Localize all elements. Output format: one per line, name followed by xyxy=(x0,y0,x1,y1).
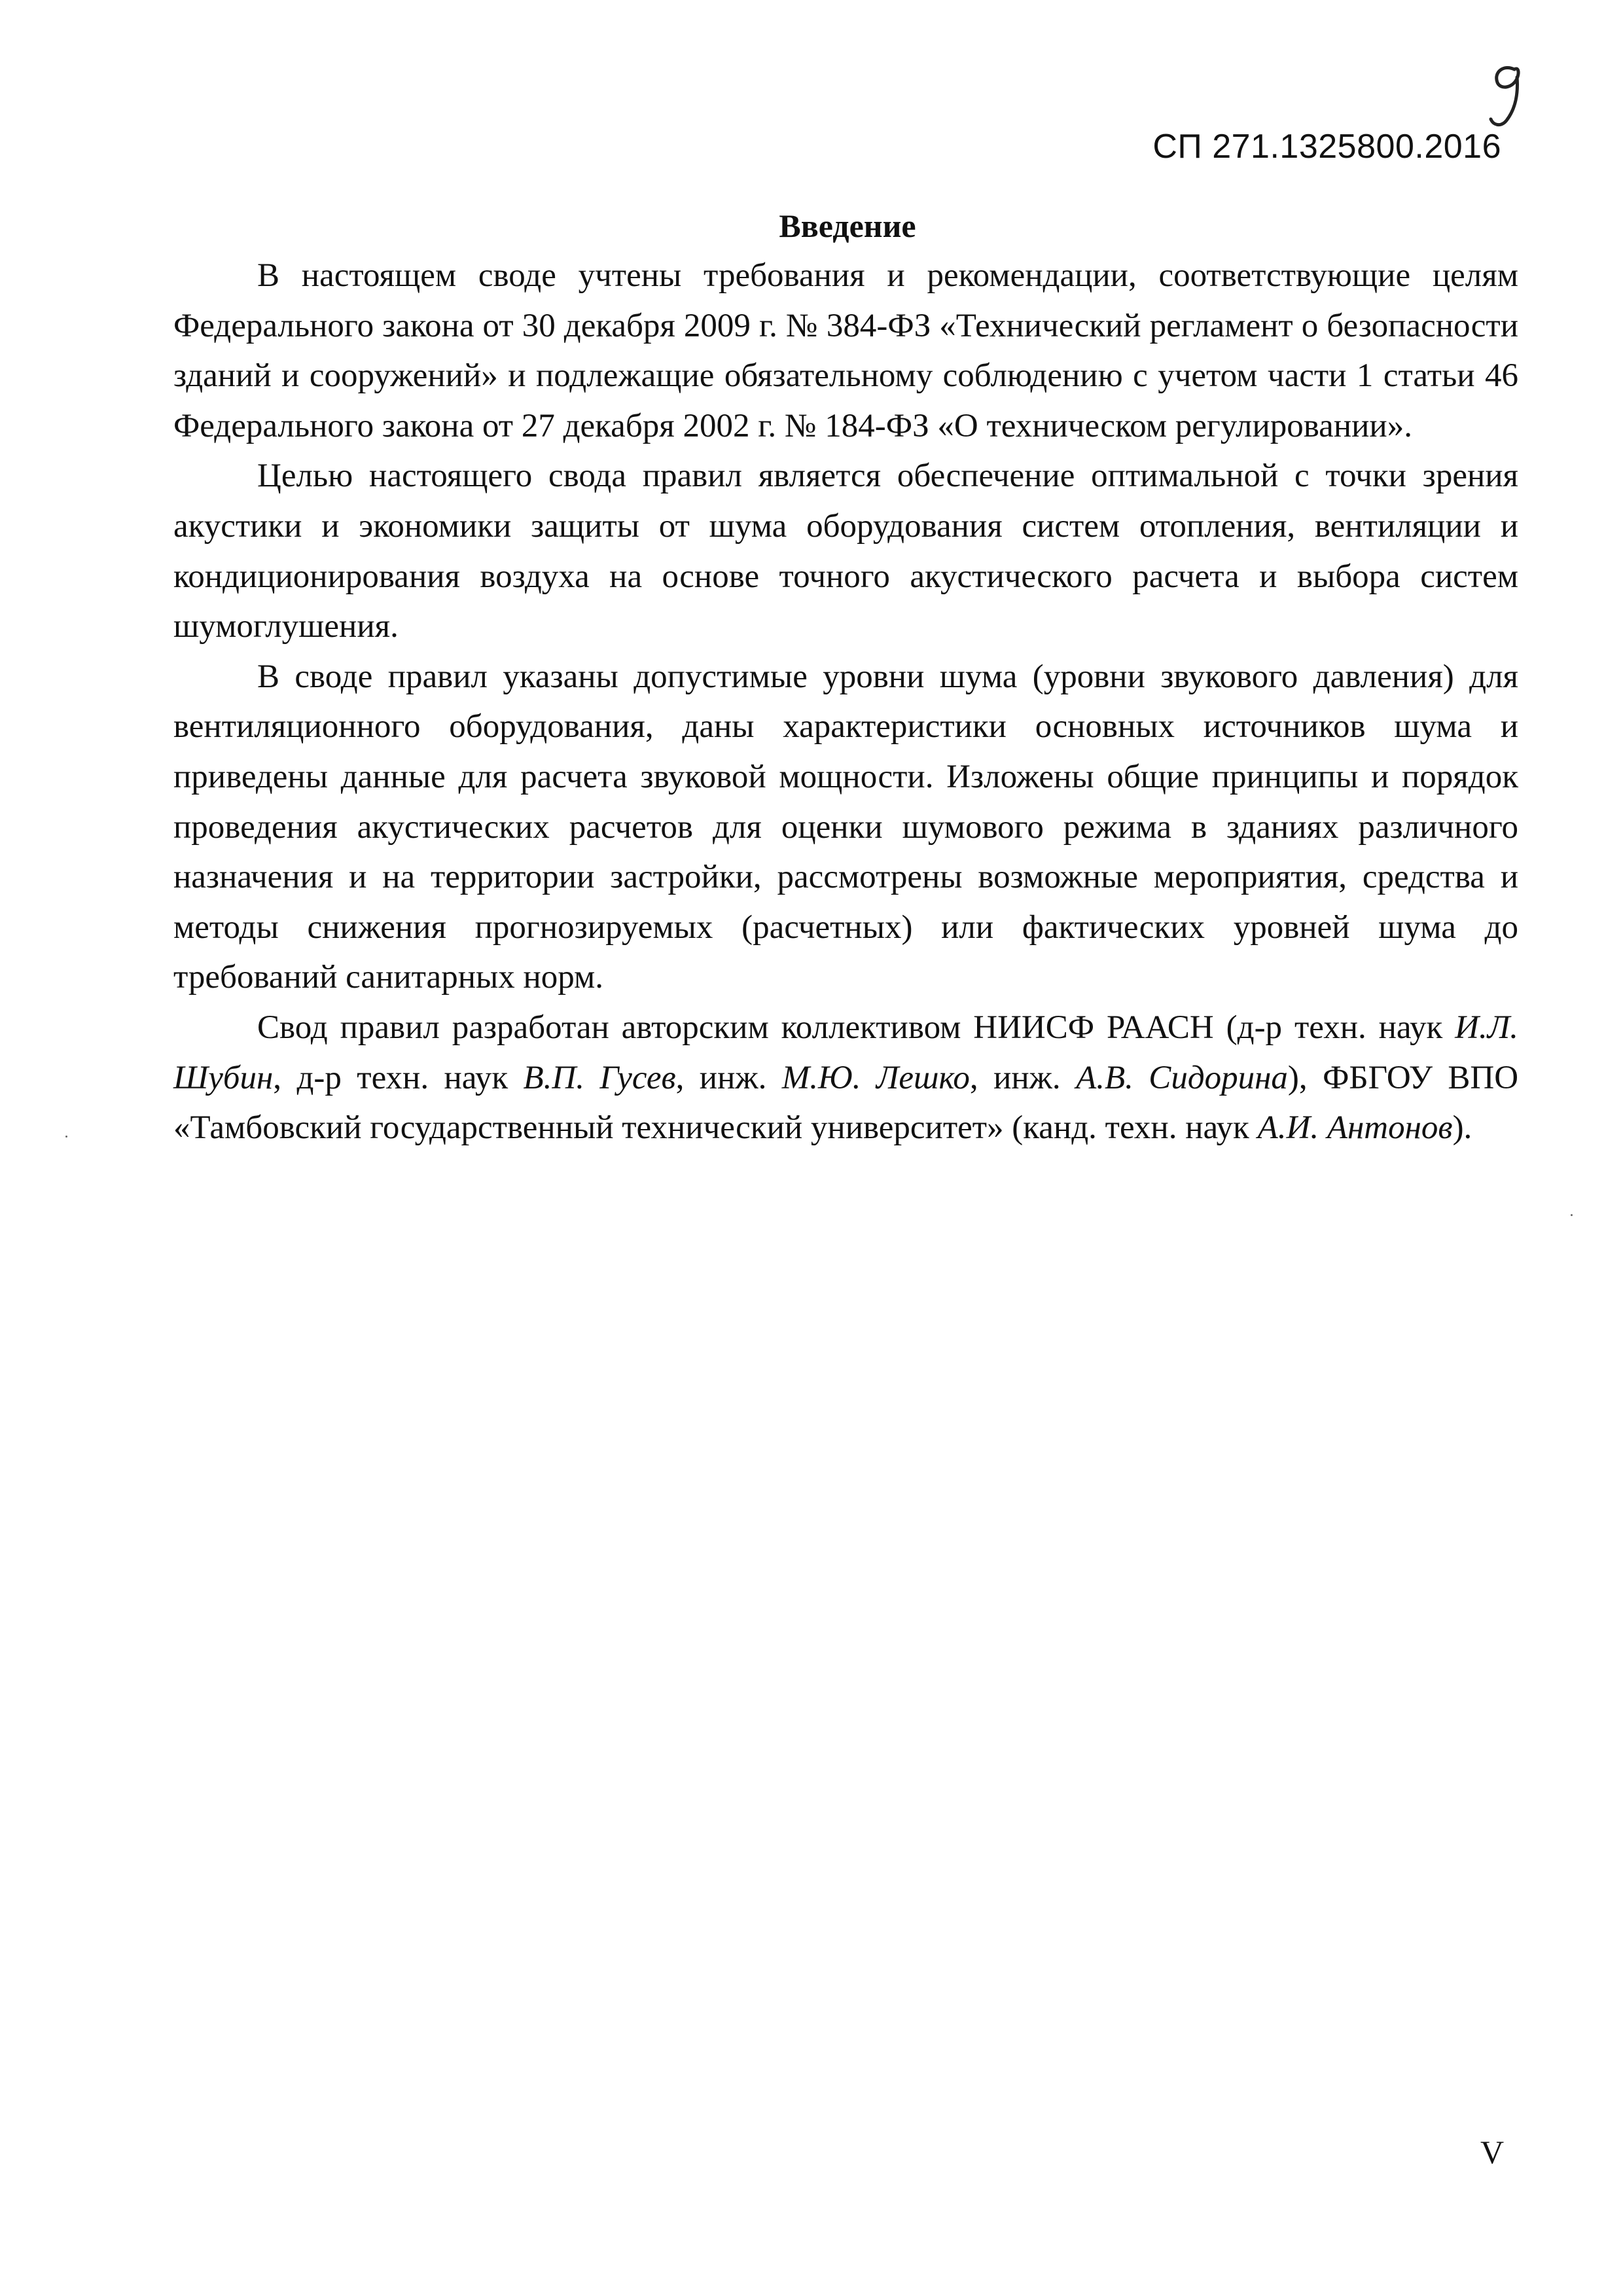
author-name-4: А.В. Сидорина xyxy=(1076,1059,1288,1096)
paragraph-4-text-3: , инж. xyxy=(675,1059,782,1096)
scan-speck xyxy=(65,1136,67,1138)
author-name-1: И.Л. Шубин xyxy=(173,1009,1518,1096)
paragraph-4 xyxy=(173,1003,1518,1153)
handwritten-page-number xyxy=(1480,60,1533,132)
scan-speck xyxy=(1571,1214,1573,1216)
section-title: Введение xyxy=(779,207,916,244)
paragraph-4-text-2: , д-р техн. наук xyxy=(273,1059,524,1096)
paragraph-1: В настоящем своде учтены требования и рекомендации, соответствующие целям Федерального закона от 30 декабря 2009 г. № 384-ФЗ «Технический регламент о безопасности зданий и сооружений» и подлежащие обязательному соблюдению с учетом части 1 статьи 46 Федерального закона от 27 декабря 2002 г. № 184-ФЗ «О техническом регулировании». xyxy=(173,257,1518,444)
paragraph-4-text-1: Свод правил разработан авторским коллективом НИИСФ РААСН (д-р техн. наук xyxy=(257,1009,1455,1046)
author-name-3: М.Ю. Лешко xyxy=(781,1059,970,1096)
document-code: СП 271.1325800.2016 xyxy=(1152,128,1501,166)
paragraph-4-text-4: , инж. xyxy=(969,1059,1077,1096)
paragraph-4-text-6: ). xyxy=(1452,1109,1472,1147)
paragraph-3: В своде правил указаны допустимые уровни шума (уровни звукового давления) для вентиляционного оборудования, даны характеристики основных источников шума и приведены данные для расчета звуковой мощности. Изложены общие принципы и порядок проведения акустических расчетов для оценки шумового режима в зданиях различного назначения и на территории застройки, рассмотрены возможные мероприятия, средства и методы снижения прогнозируемых (расчетных) или фактических уровней шума до требований санитарных норм. xyxy=(173,658,1518,996)
page-number-roman: V xyxy=(1480,2134,1505,2170)
body-text xyxy=(173,251,1518,1153)
author-name-2: В.П. Гусев xyxy=(523,1059,676,1096)
author-name-5: А.И. Антонов xyxy=(1257,1109,1453,1147)
paragraph-4-text-5: ), ФБГОУ ВПО «Тамбовский государственный технический университет» (канд. техн. наук xyxy=(173,1059,1519,1147)
paragraph-2: Целью настоящего свода правил является обеспечение оптимальной с точки зрения акустики и экономики защиты от шума оборудования систем отопления, вентиляции и кондиционирования воздуха на основе точного акустического расчета и выбора систем шумоглушения. xyxy=(173,457,1518,645)
